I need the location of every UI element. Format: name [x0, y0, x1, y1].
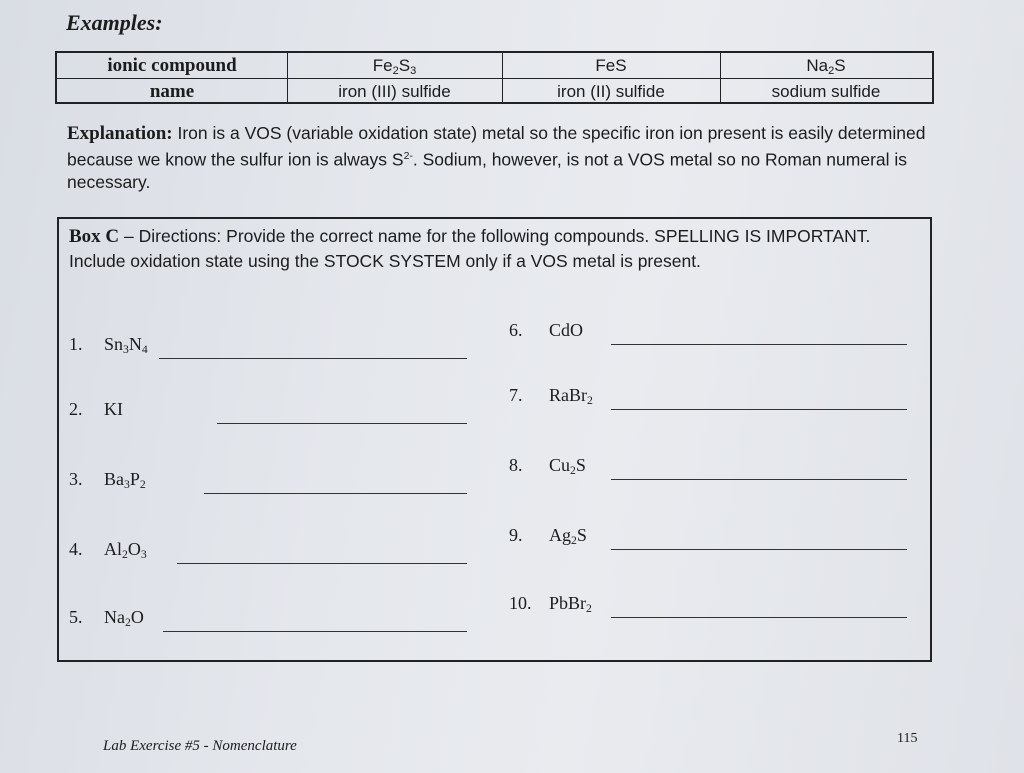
compound-formula: CdO [549, 320, 584, 340]
table-cell: name [149, 81, 195, 102]
answer-blank[interactable] [204, 493, 467, 494]
table-cell: sodium sulfide [771, 82, 881, 101]
footer-title: Lab Exercise #5 - Nomenclature [103, 738, 297, 754]
answer-blank[interactable] [611, 549, 907, 550]
answer-blank[interactable] [217, 423, 467, 424]
table-cell: ionic compound [107, 55, 237, 76]
directions-text: Directions: Provide the correct name for the following compounds. SPELLING IS IMPORTANT. Include oxidation state using the STOCK SYSTEM only if a VOS metal is present. [69, 226, 871, 271]
box-label: Box C [69, 226, 120, 247]
answer-blank[interactable] [177, 563, 467, 564]
question-item [59, 385, 929, 411]
compound-formula: $Cu_2S$ [549, 455, 586, 477]
answer-blank[interactable] [611, 344, 907, 345]
table-cell: iron (II) sulfide [557, 82, 665, 101]
question-number: 10. [509, 593, 532, 613]
question-number: 5. [69, 607, 83, 627]
question-item [59, 525, 929, 551]
compound-formula: $Ba_3P_2$ [104, 469, 146, 491]
question-number: 3. [69, 469, 83, 489]
table-cell-na2s: $Na_2S$ [806, 56, 846, 77]
compound-formula: PbBr$_2$ [549, 593, 592, 615]
question-item [59, 455, 929, 481]
box-c [57, 217, 932, 662]
box-directions [69, 224, 909, 273]
box-dash: – [119, 226, 139, 246]
question-number: 8. [509, 455, 523, 475]
question-number: 2. [69, 399, 83, 419]
question-item [59, 320, 929, 346]
table-cell: iron (III) sulfide [338, 82, 451, 101]
question-number: 1. [69, 334, 83, 354]
explanation-text: Iron is a VOS (variable oxidation state) metal so the specific iron ion present is easily determined because we know the sulfur ion is always S [67, 123, 926, 170]
compound-formula: $Ag_2S$ [549, 525, 587, 547]
answer-blank[interactable] [159, 358, 467, 359]
table-cell-fes: FeS [595, 56, 627, 75]
compound-formula: KI [104, 399, 123, 419]
compound-formula: $Al_2O_3$ [104, 539, 147, 561]
compound-formula: $Na_2O$ [104, 607, 144, 629]
compound-formula: $Sn_3N_4$ [104, 334, 148, 356]
examples-heading: Examples: [66, 10, 163, 35]
answer-blank[interactable] [611, 617, 907, 618]
question-number: 6. [509, 320, 523, 340]
explanation-text: . Sodium, however, is not a VOS metal so no Roman numeral is necessary. [67, 149, 908, 193]
answer-blank[interactable] [163, 631, 467, 632]
question-item [59, 593, 929, 619]
table-row [57, 53, 932, 79]
sulfur-charge: 2- [403, 150, 413, 162]
question-number: 7. [509, 385, 523, 405]
explanation-label: Explanation: [67, 123, 173, 144]
examples-table [55, 51, 934, 104]
answer-blank[interactable] [611, 409, 907, 410]
table-cell-fe2s3: $Fe_2S_3$ [372, 56, 417, 77]
question-number: 9. [509, 525, 523, 545]
question-number: 4. [69, 539, 83, 559]
answer-blank[interactable] [611, 479, 907, 480]
page-number: 115 [897, 731, 918, 746]
explanation-paragraph [67, 122, 927, 194]
compound-formula: RaBr$_2$ [549, 385, 593, 407]
table-row [57, 79, 932, 104]
